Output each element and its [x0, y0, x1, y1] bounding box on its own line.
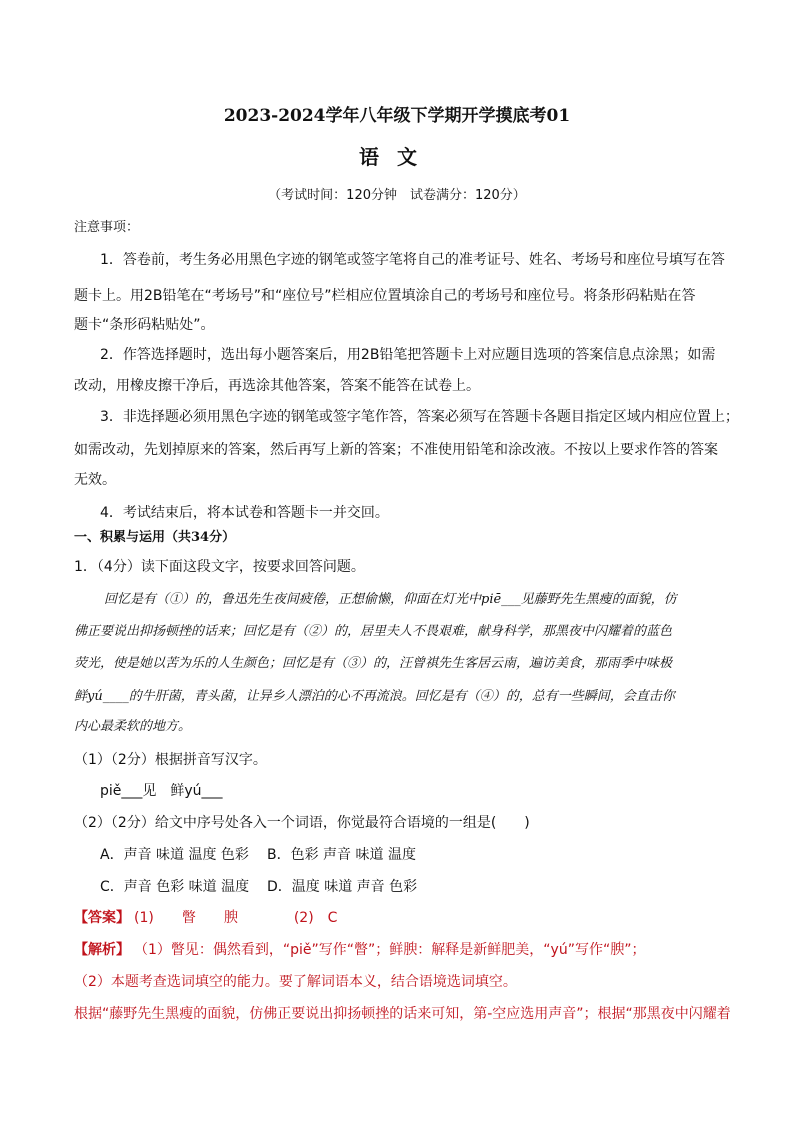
analysis-label: 【解析】 [74, 942, 130, 958]
passage-line: 回忆是有（①）的，鲁迅先生夜间疲倦，正想偷懒，仰面在灯光中piē___见藤野先生黑瘦的面貌，仿 [104, 592, 677, 607]
note-line: 题卡上。用2B铅笔在“考场号”和“座位号”栏相应位置填涂自己的考场号和座位号。将条形码粘贴在答 [74, 288, 696, 304]
pinyin-blanks: piě___见 鲜yú___ [100, 783, 223, 799]
note-line: 1．答卷前，考生务必用黑色字迹的钢笔或签字笔将自己的准考证号、姓名、考场号和座位号填写在答 [100, 252, 725, 268]
note-line: 2．作答选择题时，选出每小题答案后，用2B铅笔把答题卡上对应题目选项的答案信息点涂黑；如需 [100, 347, 716, 363]
option-b: B．色彩 声音 味道 温度 [267, 847, 416, 863]
option-a: A．声音 味道 温度 色彩 [100, 847, 249, 863]
analysis-line: （2）本题考查选词填空的能力。要了解词语本义，结合语境选词填空。 [74, 974, 517, 990]
note-line: 改动，用橡皮擦干净后，再选涂其他答案，答案不能答在试卷上。 [74, 378, 480, 394]
passage-line: 佛正要说出抑扬顿挫的话来；回忆是有（②）的，居里夫人不畏艰难，献身科学，那黑夜中闪耀着的蓝色 [74, 624, 673, 639]
note-line: 如需改动，先划掉原来的答案，然后再写上新的答案；不准使用铅笔和涂改液。不按以上要求作答的答案 [74, 442, 718, 458]
answer-text: (1) 瞥 腴 (2) C [134, 910, 338, 926]
question-1-stem: 1．（4分）读下面这段文字，按要求回答问题。 [74, 559, 365, 575]
exam-title: 2023-2024学年八年级下学期开学摸底考01 [223, 106, 571, 126]
section-heading: 一、积累与运用（共34分） [74, 530, 236, 545]
passage-line: 鲜yú____的牛肝菌，青头菌，让异乡人漂泊的心不再流浪。回忆是有（④）的，总有一些瞬间，会直击你 [74, 689, 675, 704]
exam-info: （考试时间：120分钟 试卷满分：120分） [268, 188, 526, 203]
passage-line: 内心最柔软的地方。 [74, 719, 192, 734]
note-line: 无效。 [74, 472, 116, 488]
notes-title: 注意事项： [74, 220, 140, 235]
note-line: 3．非选择题必须用黑色字迹的钢笔或签字笔作答，答案必须写在答题卡各题目指定区域内相应位置上； [100, 409, 739, 425]
subject-title: 语文 [359, 145, 435, 169]
passage-line: 荧光，使是她以苦为乐的人生颜色；回忆是有（③）的，汪曾祺先生客居云南，遍访美食，那雨季中味极 [74, 656, 673, 671]
option-c: C．声音 色彩 味道 温度 [100, 879, 250, 895]
sub-question-2: （2）（2分）给文中序号处各入一个词语，你觉最符合语境的一组是( ) [74, 815, 530, 831]
sub-question-1: （1）（2分）根据拼音写汉字。 [74, 752, 267, 768]
note-line: 题卡“条形码粘贴处”。 [74, 317, 215, 333]
option-d: D．温度 味道 声音 色彩 [267, 879, 418, 895]
analysis-text: （1）瞥见：偶然看到，“piě”写作“瞥”；鲜腴：解释是新鲜肥美，“yú”写作“腴”； [134, 942, 646, 958]
analysis-line: 根据“藤野先生黑瘦的面貌，仿佛正要说出抑扬顿挫的话来可知，第-空应选用声音”；根据“那黑夜中闪耀着 [74, 1006, 731, 1022]
note-line: 4．考试结束后，将本试卷和答题卡一并交回。 [100, 505, 389, 521]
answer-label: 【答案】 [74, 910, 130, 926]
